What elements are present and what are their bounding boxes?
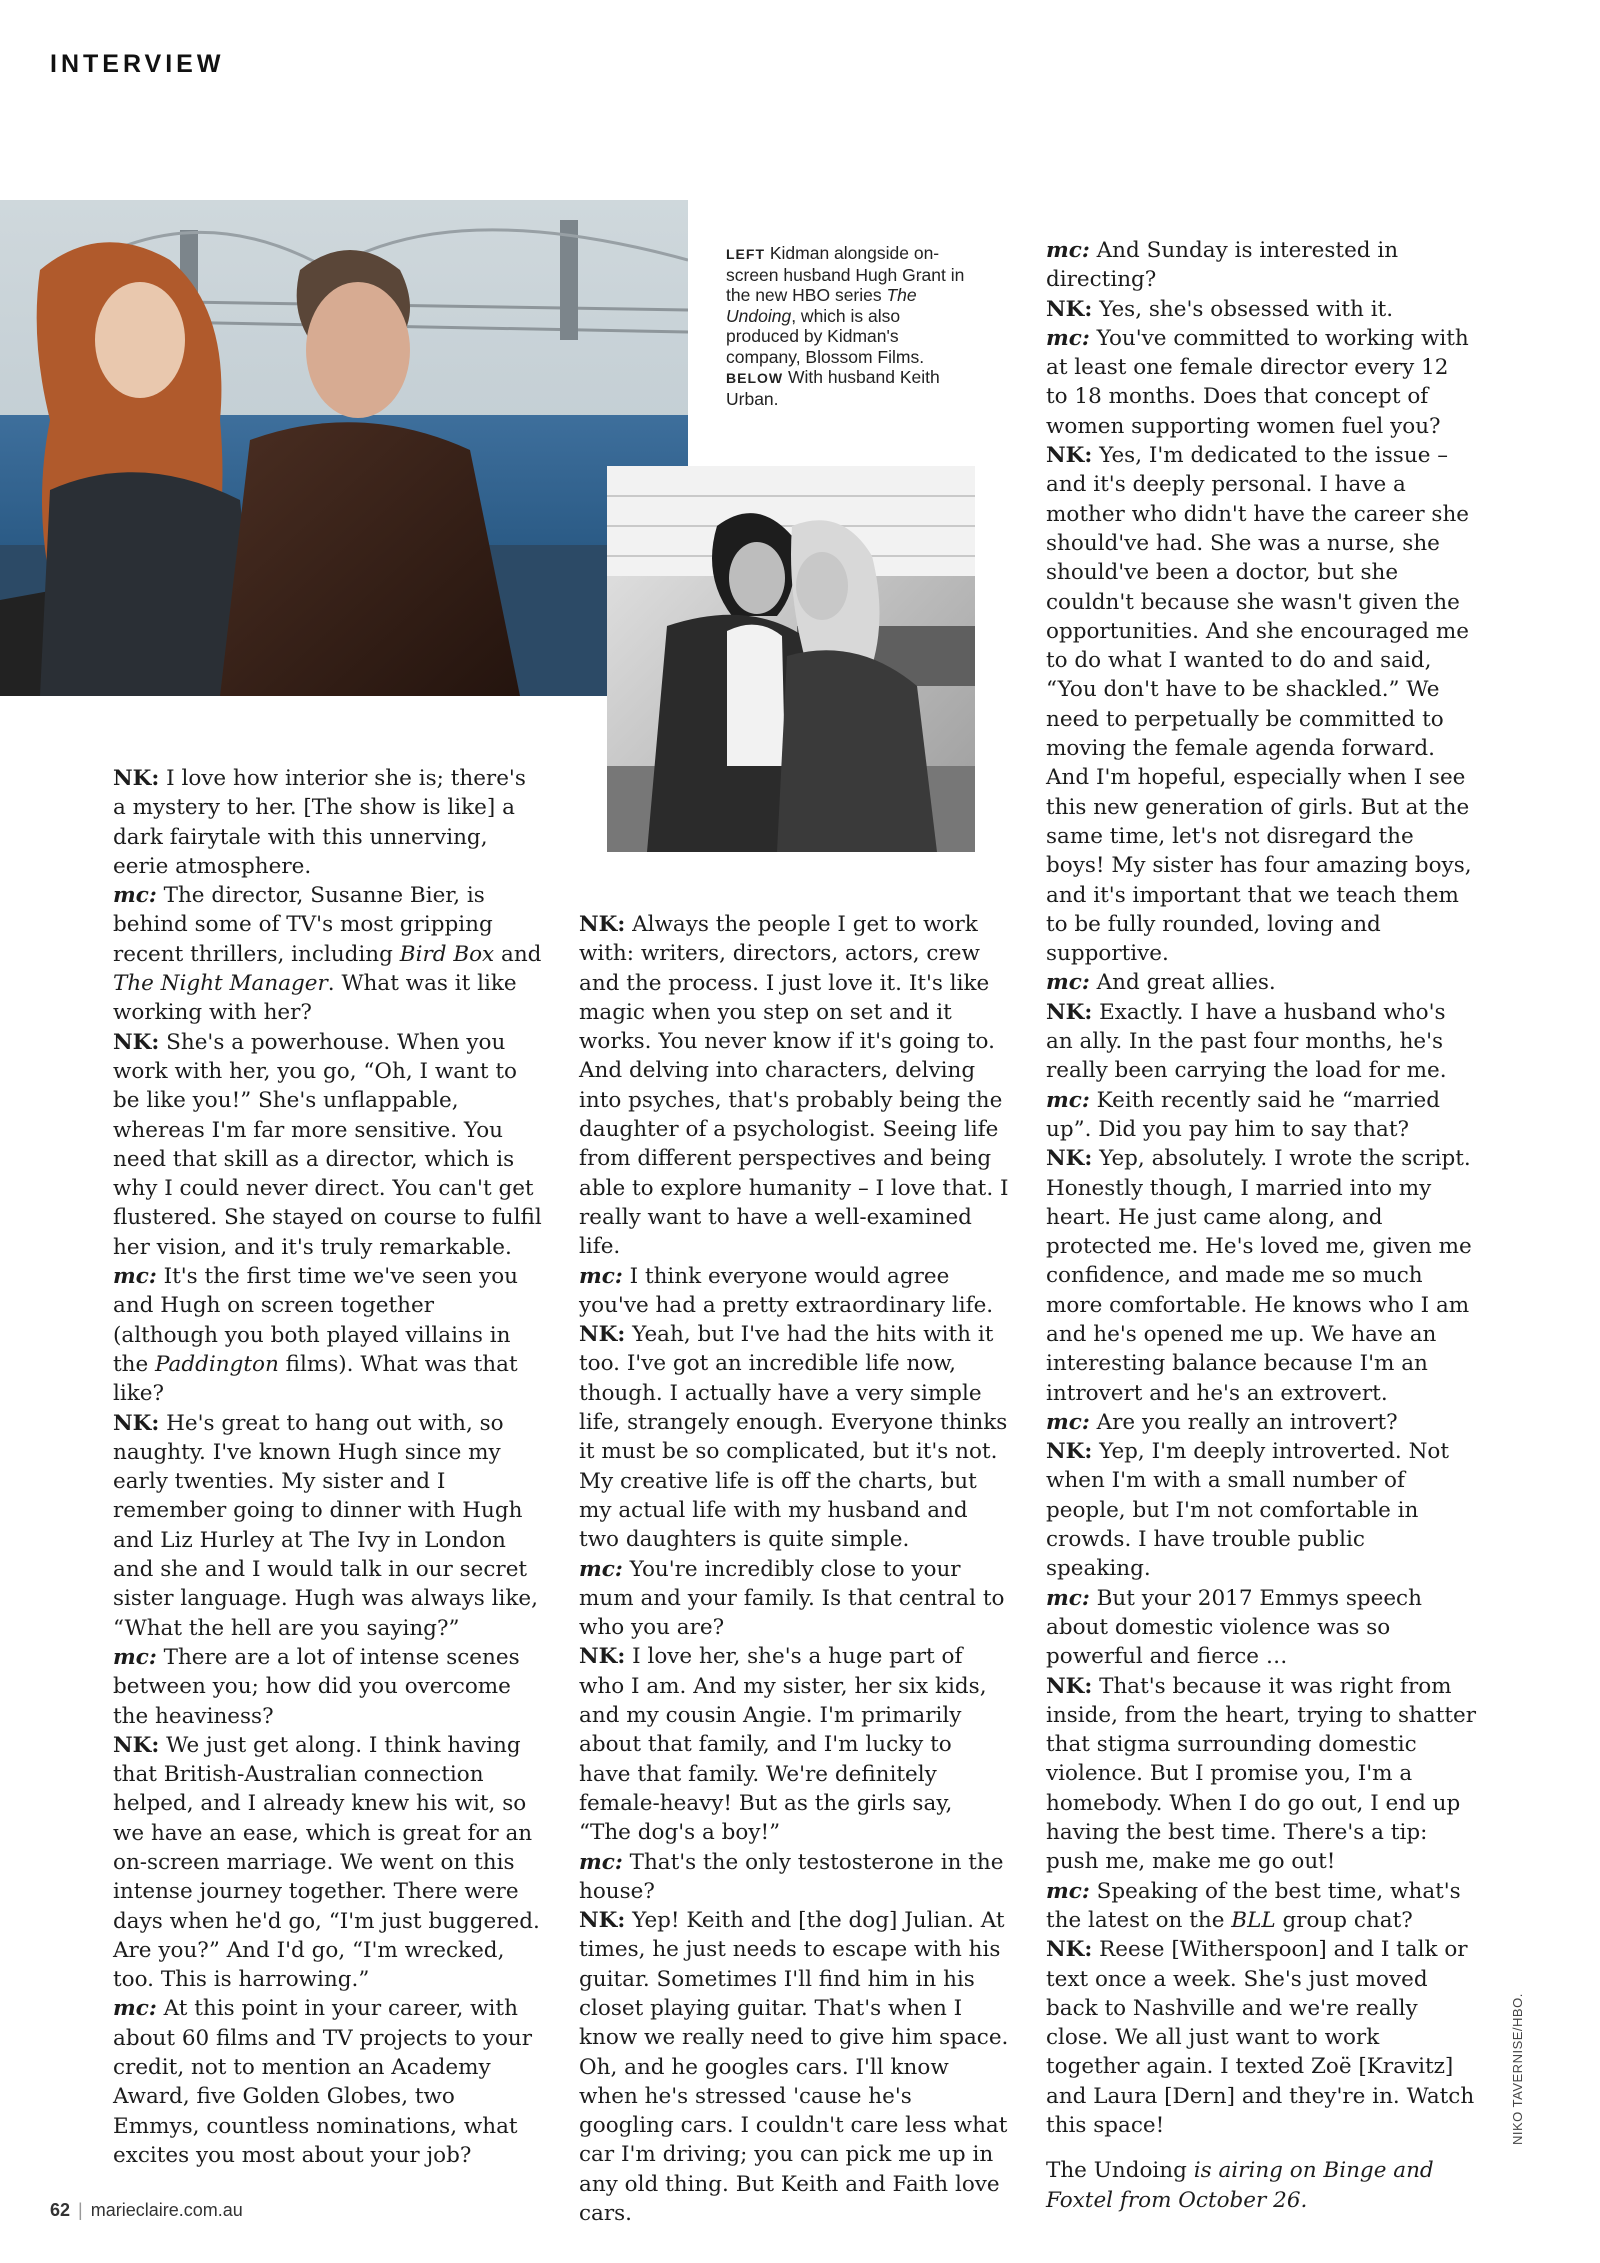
paragraph-text: I love how interior she is; there's a mystery to her. [The show is like] a dark fairytale with this unnerving, eerie atmosphere. — [113, 766, 526, 879]
speaker-mc: mc: — [1046, 325, 1090, 351]
paragraph — [579, 1848, 1009, 1907]
paragraph — [1046, 1584, 1476, 1672]
speaker-mc: mc: — [579, 1849, 623, 1875]
speaker-nk: NK: — [1046, 296, 1093, 322]
speaker-nk: NK: — [579, 1644, 626, 1670]
page-footer — [50, 2200, 243, 2221]
speaker-mc: mc: — [113, 883, 157, 909]
paragraph — [113, 764, 543, 881]
paragraph-text: And great allies. — [1089, 970, 1276, 996]
paragraph-text: The director, Susanne Bier, is behind some of TV's most gripping recent thrillers, including — [113, 883, 493, 967]
speaker-nk: NK: — [1046, 1439, 1093, 1465]
paragraph-text: and — [494, 941, 542, 967]
speaker-nk: NK: — [1046, 999, 1093, 1025]
paragraph — [1046, 1144, 1476, 1408]
paragraph — [1046, 1877, 1476, 1936]
speaker-mc: mc: — [113, 1644, 157, 1670]
paragraph-text: Are you really an introvert? — [1089, 1409, 1398, 1435]
speaker-nk: NK: — [579, 1322, 626, 1348]
paragraph — [113, 1409, 543, 1643]
paragraph-text: Yes, she's obsessed with it. — [1092, 296, 1394, 322]
speaker-mc: mc: — [1046, 1409, 1090, 1435]
paragraph-text: I love her, she's a huge part of who I am. And my sister, her six kids, and my cousin Angie. I'm primarily about that family, and I'm lucky to have that family. We're definitely female-heavy! But as the girls say, “The dog's a boy!” — [579, 1644, 987, 1846]
article-column-2 — [579, 910, 1009, 2228]
paragraph-text: . What was it like working with her? — [113, 971, 517, 1026]
caption-series-title: The Undoing — [726, 285, 917, 326]
paragraph-text: That's because it was right from inside, from the heart, trying to shatter that stigma surrounding domestic violence. But I promise you, I'm a homebody. When I do go out, I end up having the best time. There's a tip: push me, make me go out! — [1046, 1673, 1476, 1875]
bw-photo — [607, 466, 975, 852]
paragraph-text: Reese [Witherspoon] and I talk or text once a week. She's just moved back to Nashville and we're really close. We all just want to work together again. I texted Zoë [Kravitz] and Laura [Dern] and they're in. Watch this space! — [1046, 1937, 1475, 2138]
speaker-mc: mc: — [579, 1556, 623, 1582]
paragraph — [1046, 968, 1476, 997]
paragraph-text: That's the only testosterone in the house? — [579, 1849, 1004, 1904]
paragraph-text: He's great to hang out with, so naughty. I've known Hugh since my early twenties. My sister and I remember going to dinner with Hugh and Liz Hurley at The Ivy in London and she and I would talk in our secret sister language. Hugh was always like, “What the hell are you saying?” — [113, 1410, 538, 1641]
paragraph-text: Yeah, but I've had the hits with it too. I've got an incredible life now, though. I actually have a very simple life, strangely enough. Everyone thinks it must be so complicated, but it's not. My creative life is off the charts, but my actual life with my husband and two daughters is quite simple. — [579, 1322, 1008, 1553]
paragraph-text: Always the people I get to work with: writers, directors, actors, crew and the process. I just love it. It's like magic when you step on set and it works. You never know if it's going to. And delving into characters, delving into psyches, that's probably being the daughter of a psychologist. Seeing life from different perspectives and being able to explore humanity – I love that. I really want to have a well-examined life. — [579, 912, 1009, 1260]
speaker-mc: mc: — [1046, 1087, 1090, 1113]
paragraph — [1046, 324, 1476, 441]
paragraph — [579, 1320, 1009, 1554]
speaker-nk: NK: — [113, 1732, 160, 1758]
paragraph — [1046, 1408, 1476, 1437]
italic-title: BLL — [1231, 1907, 1276, 1933]
paragraph — [1046, 295, 1476, 324]
paragraph-text: films). What was that like? — [113, 1351, 518, 1407]
speaker-nk: NK: — [113, 766, 160, 791]
paragraph — [579, 1262, 1009, 1321]
paragraph-text: We just get along. I think having that British-Australian connection helped, and I already knew his wit, so we have an ease, which is great for an on-screen marriage. We went on this intense journey together. There were days when he'd go, “I'm just buggered. Are you?” And I'd go, “I'm wrecked, too. This is harrowing.” — [113, 1732, 540, 1993]
speaker-nk: NK: — [1046, 1673, 1093, 1699]
speaker-mc: mc: — [1046, 1585, 1090, 1611]
speaker-nk: NK: — [1046, 1937, 1093, 1963]
speaker-nk: NK: — [1046, 443, 1093, 469]
paragraph — [1046, 1935, 1476, 2140]
paragraph-text: It's the first time we've seen you and Hugh on screen together (although you both played villains in the — [113, 1264, 518, 1377]
footer-divider: | — [78, 2200, 83, 2220]
paragraph-text: Yep, absolutely. I wrote the script. Honestly though, I married into my heart. He just came along, and protected me. He's loved me, given me confidence, and made me so much more comfortable. He knows who I am and he's opened me up. We have an interesting balance because I'm an introvert and he's an extrovert. — [1046, 1146, 1472, 1406]
caption-below-tag: BELOW — [726, 370, 784, 386]
paragraph — [1046, 1437, 1476, 1583]
paragraph — [579, 910, 1009, 1262]
speaker-nk: NK: — [113, 1410, 160, 1436]
paragraph-text: You've committed to working with at least one female director every 12 to 18 months. Does that concept of women supporting women fuel you? — [1046, 325, 1469, 439]
paragraph-text: She's a powerhouse. When you work with her, you go, “Oh, I want to be like you!” She's unflappable, whereas I'm far more sensitive. You need that skill as a director, which is why I could never direct. You can't get flustered. She stayed on course to fulfil her vision, and it's truly remarkable. — [113, 1029, 542, 1260]
speaker-mc: mc: — [1046, 970, 1090, 996]
main-photo — [0, 200, 688, 696]
paragraph-text: You're incredibly close to your mum and your family. Is that central to who you are? — [579, 1556, 1005, 1641]
caption-left-text-2: , which is also produced by Kidman's company, Blossom Films. — [726, 305, 925, 367]
italic-title: The Night Manager — [113, 971, 328, 997]
speaker-nk: NK: — [579, 1908, 626, 1934]
paragraph-text: group chat? — [1275, 1907, 1413, 1933]
speaker-nk: NK: — [579, 912, 626, 937]
speaker-mc: mc: — [1046, 1878, 1090, 1904]
paragraph-text: Keith recently said he “married up”. Did you pay him to say that? — [1046, 1087, 1440, 1142]
paragraph-text: Yes, I'm dedicated to the issue – and it's deeply personal. I have a mother who didn't have the career she should've had. She was a nurse, she should've been a doctor, but she couldn't because she wasn't given the opportunities. And she encouraged me to do what I wanted to do and said, “You don't have to be shackled.” We need to perpetually be committed to moving the female agenda forward. And I'm hopeful, especially when I see this new generation of girls. But at the same time, let's not disregard the boys! My sister has four amazing boys, and it's important that we teach them to be fully rounded, loving and supportive. — [1046, 443, 1472, 967]
paragraph-text: I think everyone would agree you've had a pretty extraordinary life. — [579, 1263, 994, 1318]
paragraph — [1046, 1672, 1476, 1877]
closing-show-title: The Undoing — [1046, 2158, 1187, 2184]
paragraph-text: There are a lot of intense scenes between you; how did you overcome the heaviness? — [113, 1644, 520, 1729]
paragraph-text: Yep, I'm deeply introverted. Not when I'm with a small number of people, but I'm not comfortable in crowds. I have trouble public speaking. — [1046, 1439, 1449, 1582]
paragraph — [113, 1643, 543, 1731]
paragraph-text: At this point in your career, with about 60 films and TV projects to your credit, not to mention an Academy Award, five Golden Globes, two Emmys, countless nominations, what excites you most about your job? — [113, 1996, 533, 2168]
paragraph — [1046, 998, 1476, 1086]
page-number: 62 — [50, 2200, 71, 2220]
caption-below-text: With husband Keith Urban. — [726, 367, 940, 409]
speaker-mc: mc: — [579, 1263, 623, 1289]
speaker-mc: mc: — [113, 1264, 157, 1290]
paragraph — [1046, 1086, 1476, 1145]
paragraph — [1046, 441, 1476, 968]
article-column-1 — [113, 764, 543, 2170]
photo-caption — [726, 243, 966, 409]
italic-title: Bird Box — [399, 941, 495, 967]
paragraph — [113, 881, 543, 1027]
paragraph-text: Speaking of the best time, what's the latest on the — [1046, 1878, 1461, 1933]
website-url: marieclaire.com.au — [90, 2200, 243, 2220]
paragraph — [113, 1731, 543, 1995]
paragraph — [113, 1028, 543, 1262]
caption-left-tag: LEFT — [726, 246, 765, 262]
caption-left-text: Kidman alongside on-screen husband Hugh Grant in the new HBO series — [726, 243, 965, 305]
section-label: INTERVIEW — [50, 50, 225, 78]
paragraph — [579, 1642, 1009, 1847]
article-column-3 — [1046, 236, 1476, 2215]
closing-note — [1046, 2156, 1476, 2215]
paragraph — [579, 1555, 1009, 1643]
speaker-mc: mc: — [113, 1996, 157, 2022]
paragraph-text: But your 2017 Emmys speech about domestic violence was so powerful and fierce … — [1046, 1585, 1422, 1670]
italic-title: Paddington — [155, 1351, 279, 1377]
closing-airing-text: is airing on Binge and Foxtel from October 26. — [1046, 2158, 1434, 2213]
speaker-nk: NK: — [113, 1029, 160, 1055]
paragraph — [1046, 236, 1476, 295]
photo-credit: NIKO TAVERNISE/HBO. — [1510, 1993, 1525, 2145]
paragraph — [579, 1906, 1009, 2228]
paragraph-text: And Sunday is interested in directing? — [1046, 238, 1399, 293]
paragraph-text: Exactly. I have a husband who's an ally. In the past four months, he's really been carrying the load for me. — [1046, 999, 1447, 1084]
speaker-nk: NK: — [1046, 1146, 1093, 1172]
speaker-mc: mc: — [1046, 238, 1090, 263]
paragraph — [113, 1994, 543, 2170]
paragraph-text: Yep! Keith and [the dog] Julian. At times, he just needs to escape with his guitar. Sometimes I'll find him in his closet playing guitar. That's when I know we really need to give him space. Oh, and he googles cars. I'll know when he's stressed 'cause he's googling cars. I couldn't care less what car I'm driving; you can pick me up in any old thing. But Keith and Faith love cars. — [579, 1908, 1009, 2227]
paragraph — [113, 1262, 543, 1408]
